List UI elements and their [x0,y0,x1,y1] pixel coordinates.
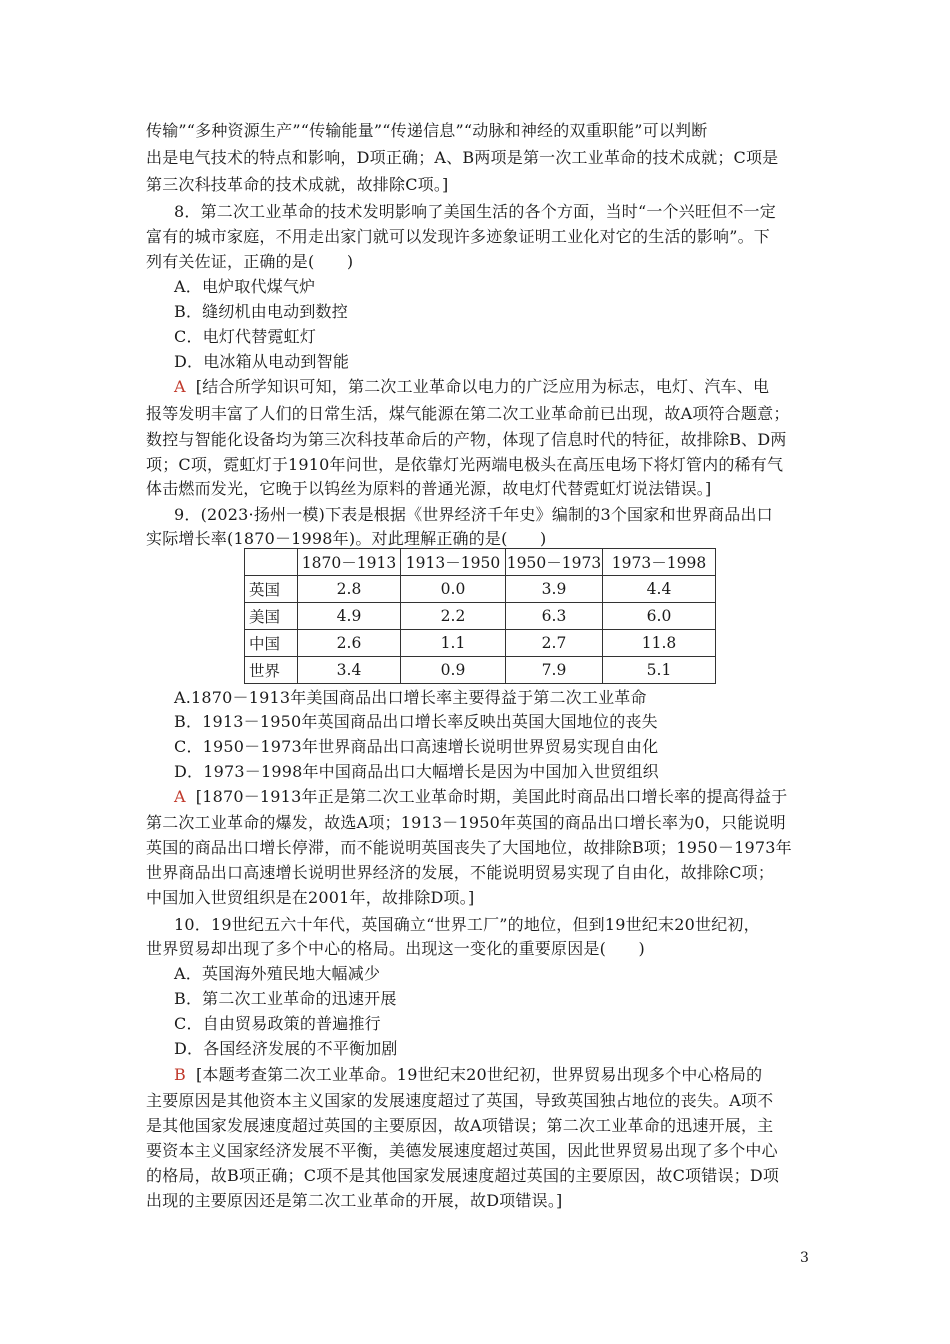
table-header-cell: 1973－1998 [603,549,716,576]
q10-explanation-line: 出现的主要原因还是第二次工业革命的开展，故D项错误。] [146,1191,563,1210]
q9-option-c: C．1950－1973年世界商品出口高速增长说明世界贸易实现自由化 [174,737,659,756]
table-row [245,657,716,684]
q8-option-d: D．电冰箱从电动到智能 [174,352,350,371]
q8-stem: 富有的城市家庭，不用走出家门就可以发现许多迹象证明工业化对它的生活的影响”。下 [146,227,770,246]
page-number: 3 [800,1250,809,1266]
table-header-cell: 1950－1973 [506,549,603,576]
q8-option-c: C．电灯代替霓虹灯 [174,327,317,346]
q10-stem: 10．19世纪五六十年代，英国确立“世界工厂”的地位，但到19世纪末20世纪初， [174,915,760,934]
q10-option-d: D．各国经济发展的不平衡加剧 [174,1039,398,1058]
table-cell: 0.0 [401,576,506,603]
q9-stem: 9．(2023·扬州一模)下表是根据《世界经济千年史》编制的3个国家和世界商品出口 [174,505,773,524]
table-cell: 3.9 [506,576,603,603]
q8-answer: A [174,377,186,396]
q10-option-b: B．第二次工业革命的迅速开展 [174,989,397,1008]
table-row [245,576,716,603]
table-cell: 5.1 [603,657,716,684]
q8-option-b: B．缝纫机由电动到数控 [174,302,348,321]
table-row-label: 美国 [245,603,298,630]
q8-stem: 列有关佐证，正确的是( ) [146,252,354,271]
q10-explanation [174,1062,762,1088]
q8-option-a: A．电炉取代煤气炉 [174,277,316,296]
table-row [245,603,716,630]
q8-explanation-line: 报等发明丰富了人们的日常生活，煤气能源在第二次工业革命前已出现，故A项符合题意； [146,404,790,423]
table-cell: 3.4 [298,657,401,684]
q9-explanation-line: 英国的商品出口增长停滞，而不能说明英国丧失了大国地位，故排除B项；1950－1973年 [146,838,792,857]
table-header-cell: 1870－1913 [298,549,401,576]
q9-option-a: A.1870－1913年美国商品出口增长率主要得益于第二次工业革命 [174,688,647,707]
q10-explanation-line: 的格局，故B项正确；C项不是其他国家发展速度超过英国的主要原因，故C项错误；D项 [146,1166,780,1185]
table-corner-cell [245,549,298,576]
table-cell: 6.3 [506,603,603,630]
table-row-label: 中国 [245,630,298,657]
table-cell: 4.4 [603,576,716,603]
q9-explanation-text: [1870－1913年正是第二次工业革命时期，美国此时商品出口增长率的提高得益于 [195,787,788,806]
q9-option-b: B．1913－1950年英国商品出口增长率反映出英国大国地位的丧失 [174,712,658,731]
q9-stem: 实际增长率(1870－1998年)。对此理解正确的是( ) [146,529,547,548]
table-cell: 4.9 [298,603,401,630]
q10-stem: 世界贸易却出现了多个中心的格局。出现这一变化的重要原因是( ) [146,939,645,958]
q10-option-c: C．自由贸易政策的普遍推行 [174,1014,381,1033]
q9-option-d: D．1973－1998年中国商品出口大幅增长是因为中国加入世贸组织 [174,762,659,781]
q10-explanation-line: 是其他国家发展速度超过英国的主要原因，故A项错误；第二次工业革命的迅速开展，主 [146,1116,774,1135]
q8-explanation-line: 数控与智能化设备均为第三次科技革命后的产物，体现了信息时代的特征，故排除B、D两 [146,430,787,449]
q7-explanation-line: 第三次科技革命的技术成就，故排除C项。] [146,175,449,194]
export-growth-table [244,548,716,684]
table-cell: 2.6 [298,630,401,657]
table-cell: 11.8 [603,630,716,657]
table-cell: 1.1 [401,630,506,657]
q8-explanation-line: 体击燃而发光，它晚于以钨丝为原料的普通光源，故电灯代替霓虹灯说法错误。] [146,479,712,498]
q10-explanation-line: 主要原因是其他资本主义国家的发展速度超过了英国，导致英国独占地位的丧失。A项不 [146,1091,774,1110]
table-cell: 6.0 [603,603,716,630]
table-row [245,630,716,657]
q10-explanation-line: 要资本主义国家经济发展不平衡，美德发展速度超过英国，因此世界贸易出现了多个中心 [146,1141,778,1160]
q9-explanation [174,784,787,810]
table-cell: 2.7 [506,630,603,657]
q10-answer: B [174,1065,186,1084]
table-row-label: 世界 [245,657,298,684]
q10-explanation-text: [本题考查第二次工业革命。19世纪末20世纪初，世界贸易出现多个中心格局的 [195,1065,763,1084]
q9-explanation-line: 第二次工业革命的爆发，故选A项；1913－1950年英国的商品出口增长率为0，只能说明 [146,813,786,832]
table-cell: 2.8 [298,576,401,603]
q9-answer: A [174,787,186,806]
q8-explanation [174,374,769,400]
table-header-row [245,549,716,576]
q8-stem: 8．第二次工业革命的技术发明影响了美国生活的各个方面，当时“一个兴旺但不一定 [174,202,776,221]
q9-explanation-line: 世界商品出口高速增长说明世界经济的发展，不能说明贸易实现了自由化，故排除C项； [146,863,775,882]
q7-explanation-line: 传输”“多种资源生产”“传输能量”“传递信息”“动脉和神经的双重职能”可以判断 [146,121,708,140]
table-row-label: 英国 [245,576,298,603]
table-header-cell: 1913－1950 [401,549,506,576]
q8-explanation-text: [结合所学知识可知，第二次工业革命以电力的广泛应用为标志，电灯、汽车、电 [195,377,770,396]
q9-explanation-line: 中国加入世贸组织是在2001年，故排除D项。] [146,888,475,907]
q10-option-a: A．英国海外殖民地大幅减少 [174,964,381,983]
table-cell: 0.9 [401,657,506,684]
table-cell: 7.9 [506,657,603,684]
table-cell: 2.2 [401,603,506,630]
q8-explanation-line: 项；C项，霓虹灯于1910年问世，是依靠灯光两端电极头在高压电场下将灯管内的稀有气 [146,455,784,474]
q7-explanation-line: 出是电气技术的特点和影响，D项正确；A、B两项是第一次工业革命的技术成就；C项是 [146,148,779,167]
